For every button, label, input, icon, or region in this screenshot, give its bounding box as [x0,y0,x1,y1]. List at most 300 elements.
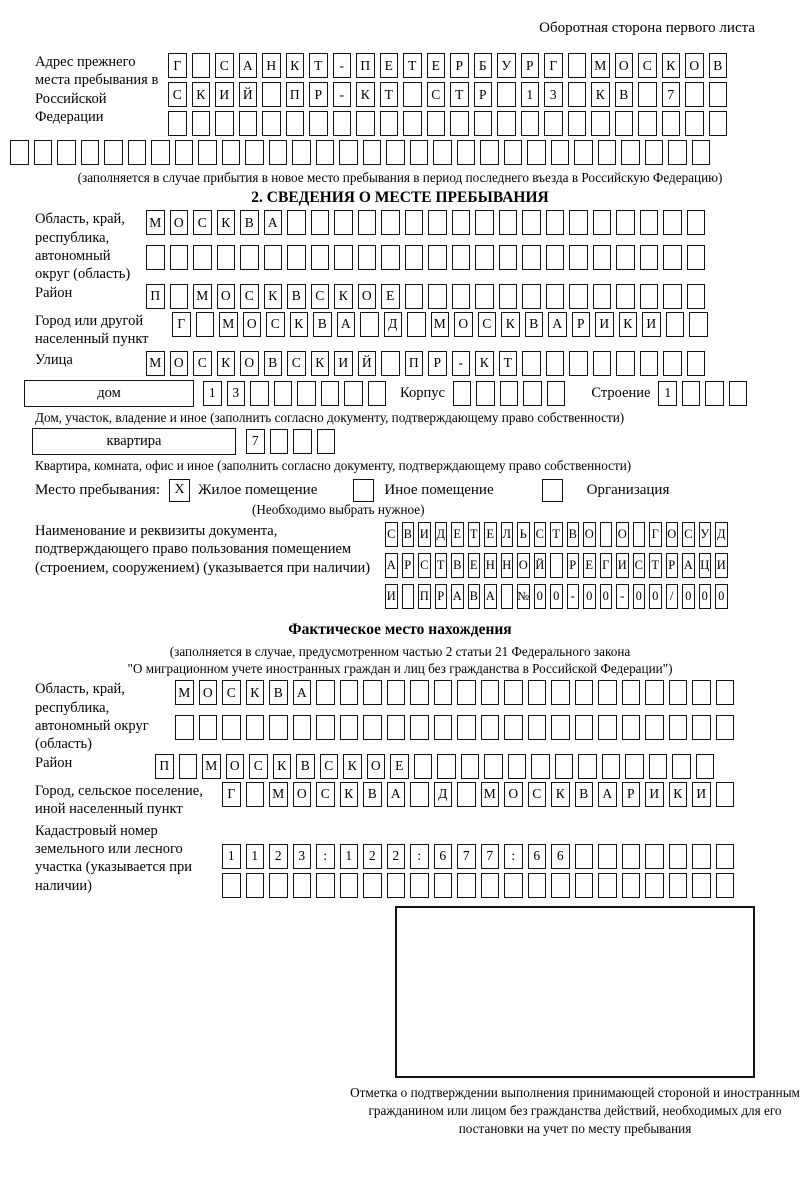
char-box[interactable] [481,873,500,898]
char-box[interactable]: Й [358,351,377,376]
char-box[interactable]: А [385,553,398,578]
char-box[interactable]: Т [380,82,399,107]
char-box[interactable]: С [385,522,398,547]
char-box[interactable] [340,680,359,705]
char-box[interactable] [598,140,617,165]
char-box[interactable] [457,782,476,807]
char-box[interactable] [668,140,687,165]
char-box[interactable] [497,82,516,107]
char-box[interactable]: О [666,522,679,547]
char-box[interactable] [334,245,353,270]
char-box[interactable] [569,210,588,235]
char-box[interactable] [264,245,283,270]
char-box[interactable]: О [454,312,473,337]
char-box[interactable] [287,210,306,235]
char-box[interactable] [34,140,53,165]
char-box[interactable] [550,553,563,578]
char-box[interactable] [640,284,659,309]
char-box[interactable]: С [633,553,646,578]
zhiloe-checkbox[interactable]: X [169,479,190,502]
char-box[interactable]: Р [309,82,328,107]
char-box[interactable]: М [431,312,450,337]
char-box[interactable]: Б [474,53,493,78]
char-box[interactable]: 0 [534,584,547,609]
char-box[interactable]: 7 [662,82,681,107]
char-box[interactable] [410,715,429,740]
char-box[interactable] [170,284,189,309]
char-box[interactable] [481,715,500,740]
char-box[interactable] [687,284,706,309]
char-box[interactable]: И [595,312,614,337]
char-box[interactable]: П [405,351,424,376]
char-box[interactable] [546,245,565,270]
char-box[interactable] [410,873,429,898]
char-box[interactable] [175,140,194,165]
char-box[interactable] [499,284,518,309]
char-box[interactable] [475,245,494,270]
char-box[interactable]: У [497,53,516,78]
char-box[interactable]: 3 [227,381,246,406]
char-box[interactable] [356,111,375,136]
char-box[interactable] [692,140,711,165]
char-box[interactable]: И [715,553,728,578]
char-box[interactable]: О [199,680,218,705]
char-box[interactable]: Д [435,522,448,547]
char-box[interactable]: М [591,53,610,78]
char-box[interactable] [645,873,664,898]
char-box[interactable] [569,351,588,376]
char-box[interactable] [316,140,335,165]
char-box[interactable]: С [240,284,259,309]
char-box[interactable]: К [217,351,236,376]
char-box[interactable]: В [709,53,728,78]
char-box[interactable] [151,140,170,165]
char-box[interactable]: Е [380,53,399,78]
char-box[interactable] [403,111,422,136]
char-box[interactable] [199,715,218,740]
char-box[interactable]: В [363,782,382,807]
char-box[interactable] [428,210,447,235]
char-box[interactable] [522,245,541,270]
char-box[interactable] [616,210,635,235]
char-box[interactable]: И [692,782,711,807]
char-box[interactable] [716,715,735,740]
char-box[interactable] [316,873,335,898]
char-box[interactable]: 1 [246,844,265,869]
char-box[interactable] [692,680,711,705]
char-box[interactable] [452,284,471,309]
char-box[interactable] [672,754,691,779]
char-box[interactable]: У [699,522,712,547]
char-box[interactable] [334,210,353,235]
char-box[interactable] [669,715,688,740]
char-box[interactable] [192,53,211,78]
char-box[interactable]: Т [435,553,448,578]
char-box[interactable]: Е [484,522,497,547]
char-box[interactable] [528,715,547,740]
char-box[interactable] [598,873,617,898]
char-box[interactable] [168,111,187,136]
char-box[interactable]: М [481,782,500,807]
char-box[interactable] [578,754,597,779]
char-box[interactable]: Г [222,782,241,807]
char-box[interactable] [716,844,735,869]
char-box[interactable] [504,873,523,898]
char-box[interactable] [569,245,588,270]
char-box[interactable] [692,844,711,869]
char-box[interactable]: 0 [699,584,712,609]
char-box[interactable] [598,715,617,740]
char-box[interactable]: А [239,53,258,78]
char-box[interactable] [622,680,641,705]
char-box[interactable]: 7 [457,844,476,869]
char-box[interactable]: Н [262,53,281,78]
char-box[interactable] [546,284,565,309]
char-box[interactable] [434,715,453,740]
char-box[interactable]: 3 [293,844,312,869]
char-box[interactable]: К [356,82,375,107]
char-box[interactable]: В [296,754,315,779]
char-box[interactable]: Т [403,53,422,78]
char-box[interactable] [269,873,288,898]
char-box[interactable]: А [451,584,464,609]
char-box[interactable]: Г [168,53,187,78]
char-box[interactable]: 6 [434,844,453,869]
char-box[interactable]: М [146,210,165,235]
char-box[interactable]: К [273,754,292,779]
char-box[interactable]: 1 [340,844,359,869]
char-box[interactable]: В [567,522,580,547]
char-box[interactable]: Е [427,53,446,78]
char-box[interactable] [522,210,541,235]
char-box[interactable] [452,210,471,235]
char-box[interactable]: К [669,782,688,807]
char-box[interactable] [663,245,682,270]
char-box[interactable] [340,715,359,740]
char-box[interactable] [522,351,541,376]
char-box[interactable]: П [418,584,431,609]
char-box[interactable] [407,312,426,337]
char-box[interactable]: С [427,82,446,107]
char-box[interactable]: Й [534,553,547,578]
char-box[interactable]: Й [239,82,258,107]
char-box[interactable] [286,111,305,136]
char-box[interactable] [410,680,429,705]
char-box[interactable]: Р [567,553,580,578]
char-box[interactable] [360,312,379,337]
char-box[interactable] [453,381,472,406]
char-box[interactable]: 2 [387,844,406,869]
char-box[interactable]: И [645,782,664,807]
char-box[interactable]: Г [649,522,662,547]
char-box[interactable] [547,381,566,406]
char-box[interactable] [309,111,328,136]
char-box[interactable]: 0 [715,584,728,609]
char-box[interactable] [403,82,422,107]
char-box[interactable] [363,140,382,165]
char-box[interactable]: К [662,53,681,78]
char-box[interactable]: О [226,754,245,779]
char-box[interactable]: В [264,351,283,376]
char-box[interactable] [645,680,664,705]
char-box[interactable] [575,844,594,869]
char-box[interactable] [625,754,644,779]
char-box[interactable] [450,111,469,136]
char-box[interactable]: 7 [481,844,500,869]
char-box[interactable] [363,873,382,898]
char-box[interactable] [593,284,612,309]
char-box[interactable]: О [170,351,189,376]
char-box[interactable]: : [410,844,429,869]
char-box[interactable] [387,873,406,898]
char-box[interactable] [381,210,400,235]
char-box[interactable] [575,680,594,705]
char-box[interactable] [528,680,547,705]
char-box[interactable] [663,210,682,235]
char-box[interactable]: 2 [363,844,382,869]
char-box[interactable]: С [478,312,497,337]
char-box[interactable] [499,210,518,235]
char-box[interactable] [645,844,664,869]
char-box[interactable]: 0 [633,584,646,609]
char-box[interactable] [386,140,405,165]
char-box[interactable] [269,715,288,740]
char-box[interactable] [414,754,433,779]
char-box[interactable] [546,210,565,235]
char-box[interactable]: О [615,53,634,78]
char-box[interactable] [615,111,634,136]
char-box[interactable] [501,584,514,609]
char-box[interactable] [476,381,495,406]
char-box[interactable] [716,782,735,807]
char-box[interactable]: П [356,53,375,78]
char-box[interactable]: 1 [658,381,677,406]
char-box[interactable]: С [193,351,212,376]
char-box[interactable]: А [682,553,695,578]
char-box[interactable]: С [193,210,212,235]
char-box[interactable]: Т [309,53,328,78]
char-box[interactable] [146,245,165,270]
char-box[interactable]: 1 [222,844,241,869]
char-box[interactable] [427,111,446,136]
char-box[interactable]: К [192,82,211,107]
char-box[interactable]: К [501,312,520,337]
char-box[interactable] [508,754,527,779]
char-box[interactable]: К [311,351,330,376]
char-box[interactable] [196,312,215,337]
char-box[interactable]: А [387,782,406,807]
char-box[interactable]: А [548,312,567,337]
char-box[interactable] [593,245,612,270]
char-box[interactable] [649,754,668,779]
char-box[interactable] [461,754,480,779]
char-box[interactable]: И [334,351,353,376]
char-box[interactable]: 7 [246,429,265,454]
char-box[interactable] [293,429,312,454]
char-box[interactable] [546,351,565,376]
char-box[interactable]: С [638,53,657,78]
char-box[interactable]: Д [384,312,403,337]
char-box[interactable]: Ц [699,553,712,578]
char-box[interactable] [340,873,359,898]
char-box[interactable]: С [249,754,268,779]
char-box[interactable] [405,245,424,270]
char-box[interactable] [193,245,212,270]
char-box[interactable]: О [170,210,189,235]
char-box[interactable]: В [240,210,259,235]
char-box[interactable] [245,140,264,165]
char-box[interactable] [239,111,258,136]
char-box[interactable] [705,381,724,406]
char-box[interactable] [433,140,452,165]
char-box[interactable]: Е [468,553,481,578]
char-box[interactable]: А [598,782,617,807]
char-box[interactable]: К [340,782,359,807]
char-box[interactable] [600,522,613,547]
char-box[interactable]: В [402,522,415,547]
char-box[interactable] [729,381,748,406]
char-box[interactable]: В [575,782,594,807]
char-box[interactable]: О [358,284,377,309]
char-box[interactable]: К [334,284,353,309]
char-box[interactable] [633,522,646,547]
char-box[interactable] [262,111,281,136]
char-box[interactable]: К [217,210,236,235]
char-box[interactable]: Т [468,522,481,547]
char-box[interactable] [311,245,330,270]
char-box[interactable]: С [222,680,241,705]
char-box[interactable] [666,312,685,337]
char-box[interactable] [555,754,574,779]
char-box[interactable]: И [215,82,234,107]
char-box[interactable] [645,140,664,165]
char-box[interactable]: С [418,553,431,578]
char-box[interactable] [57,140,76,165]
char-box[interactable] [669,873,688,898]
char-box[interactable]: № [517,584,530,609]
char-box[interactable]: Т [649,553,662,578]
char-box[interactable] [689,312,708,337]
char-box[interactable]: С [528,782,547,807]
char-box[interactable]: О [685,53,704,78]
char-box[interactable] [192,111,211,136]
char-box[interactable] [175,715,194,740]
char-box[interactable]: : [316,844,335,869]
char-box[interactable]: С [316,782,335,807]
char-box[interactable] [246,873,265,898]
char-box[interactable] [527,140,546,165]
char-box[interactable] [551,140,570,165]
char-box[interactable] [410,140,429,165]
char-box[interactable] [568,53,587,78]
char-box[interactable] [363,680,382,705]
char-box[interactable] [662,111,681,136]
char-box[interactable] [410,782,429,807]
char-box[interactable]: К [290,312,309,337]
char-box[interactable]: В [313,312,332,337]
char-box[interactable]: Р [666,553,679,578]
char-box[interactable]: О [240,351,259,376]
char-box[interactable]: Г [172,312,191,337]
char-box[interactable] [405,210,424,235]
char-box[interactable] [405,284,424,309]
char-box[interactable]: К [619,312,638,337]
char-box[interactable] [10,140,29,165]
char-box[interactable] [274,381,293,406]
char-box[interactable]: Л [501,522,514,547]
char-box[interactable]: 1 [203,381,222,406]
char-box[interactable] [575,873,594,898]
char-box[interactable]: В [615,82,634,107]
char-box[interactable]: И [642,312,661,337]
char-box[interactable]: К [591,82,610,107]
kvartira-field-label-box[interactable]: квартира [32,428,236,455]
char-box[interactable] [246,715,265,740]
char-box[interactable] [622,715,641,740]
char-box[interactable] [716,680,735,705]
char-box[interactable]: И [418,522,431,547]
char-box[interactable] [574,140,593,165]
char-box[interactable]: 1 [521,82,540,107]
char-box[interactable]: Р [572,312,591,337]
char-box[interactable] [544,111,563,136]
char-box[interactable]: К [475,351,494,376]
char-box[interactable]: О [293,782,312,807]
char-box[interactable]: К [343,754,362,779]
char-box[interactable] [504,715,523,740]
char-box[interactable] [170,245,189,270]
char-box[interactable]: - [333,53,352,78]
char-box[interactable]: Ь [517,522,530,547]
char-box[interactable]: О [616,522,629,547]
char-box[interactable] [669,844,688,869]
char-box[interactable]: А [293,680,312,705]
char-box[interactable] [293,873,312,898]
char-box[interactable] [457,680,476,705]
char-box[interactable] [621,140,640,165]
char-box[interactable]: С [534,522,547,547]
organizatsiya-checkbox[interactable] [542,479,563,502]
char-box[interactable] [457,715,476,740]
char-box[interactable] [602,754,621,779]
char-box[interactable] [682,381,701,406]
char-box[interactable] [222,140,241,165]
char-box[interactable] [287,245,306,270]
char-box[interactable] [616,351,635,376]
char-box[interactable]: 3 [544,82,563,107]
char-box[interactable] [368,381,387,406]
char-box[interactable] [316,715,335,740]
char-box[interactable]: П [286,82,305,107]
char-box[interactable] [500,381,519,406]
char-box[interactable] [687,210,706,235]
char-box[interactable]: С [287,351,306,376]
char-box[interactable] [81,140,100,165]
char-box[interactable] [387,680,406,705]
char-box[interactable] [685,82,704,107]
char-box[interactable]: О [517,553,530,578]
char-box[interactable] [687,245,706,270]
char-box[interactable] [481,680,500,705]
char-box[interactable]: В [269,680,288,705]
char-box[interactable]: 0 [682,584,695,609]
inoe-checkbox[interactable] [353,479,374,502]
char-box[interactable] [521,111,540,136]
char-box[interactable]: М [146,351,165,376]
char-box[interactable]: П [155,754,174,779]
char-box[interactable]: Р [428,351,447,376]
char-box[interactable] [638,111,657,136]
